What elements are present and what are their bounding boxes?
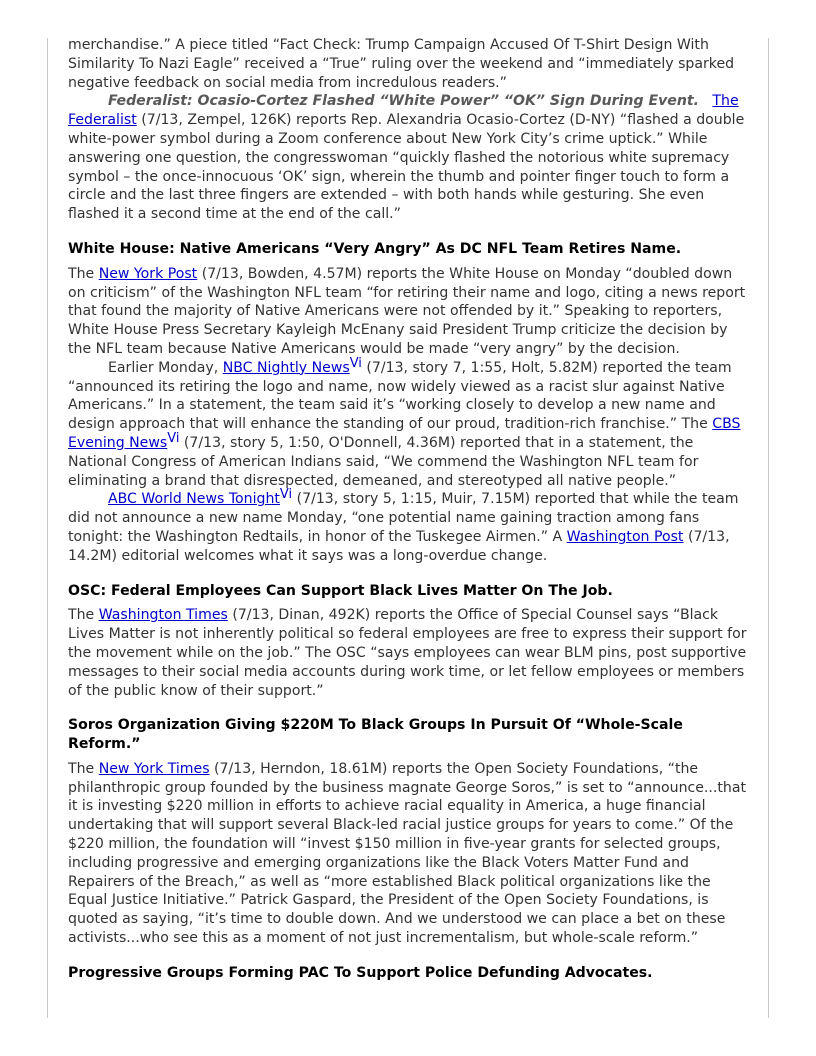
story-continuation: merchandise.” A piece titled “Fact Check: Trump Campaign Accused Of T-Shirt Design With Similarity To Nazi Eagle” received a “True” ruling over the weekend and “immediately sparked negative feedback on social media from incredulous readers.” <box>68 37 735 91</box>
headline: Progressive Groups Forming PAC To Support Police Defunding Advocates. <box>68 964 653 981</box>
story-paragraph: ABC World News Tonight$^{Vi}$ (7/13, story 5, 1:15, Muir, 7.15M) reported that while the team did not announce a new name Monday, “one potential name gaining traction among fans tonight: the Washington Redtails, in honor of the Tuskegee Airmen.” A Washington Post (7/13, 14.2M) editorial welcomes what it says was a long-overdue change. <box>68 487 739 564</box>
source-link-federalist[interactable]: The Federalist <box>68 93 739 129</box>
page-border-right <box>768 38 769 1018</box>
source-link-cbs-evening-news[interactable]: CBS Evening News <box>68 416 741 451</box>
source-link-new-york-times[interactable]: New York Times <box>98 760 210 777</box>
video-marker-icon[interactable]: Vi <box>279 487 293 503</box>
source-link-new-york-post[interactable]: New York Post <box>98 265 198 282</box>
story-paragraph: The Washington Times (7/13, Dinan, 492K) reports the Office of Special Counsel says “Black Lives Matter is not inherently political so federal employees are free to express their support for the movement while on the job.” The OSC “says employees can wear BLM pins, post supportive messages to their social media accounts during work time, or let fellow employees or members of the public know of their support.” <box>68 607 747 699</box>
source-link-washington-times[interactable]: Washington Times <box>98 607 228 624</box>
story-paragraph: Federalist: Ocasio-Cortez Flashed “White Power” “OK” Sign During Event. The Federalist (7/13, Zempel, 126K) reports Rep. Alexandria Ocasio-Cortez (D-NY) “flashed a double white-power symbol during a Zoom conference about New York City’s crime uptick.” While answering one question, the congresswoman “quickly flashed the notorious white supremacy symbol – the once-innocuous ‘OK’ sign, wherein the thumb and pointer finger touch to form a circle and the last three fingers are extended – with both hands while gesturing. She even flashed it a second time at the end of the call.” <box>68 93 745 223</box>
page-border-left <box>47 38 48 1018</box>
story-paragraph: The New York Times (7/13, Herndon, 18.61M) reports the Open Society Foundations, “the philanthropic group founded by the business magnate George Soros,” is set to “announce...that it is investing $220 million in efforts to achieve racial equality in America, a huge financial undertaking that will support several Black-led racial justice groups for years to come.” Of the $220 million, the foundation will “invest $150 million in five-year grants for selected groups, including progressive and emerging organizations like the Black Voters Matter Fund and Repairers of the Breach,” as well as “more established Black political organizations like the Equal Justice Initiative.” Patrick Gaspard, the President of the Open Society Foundations, is quoted as saying, “it’s time to double down. And we understood we can place a bet on these activists...who see this as a moment of not just incrementalism, but whole-scale reform.” <box>68 760 746 947</box>
source-link-nbc-nightly-news[interactable]: NBC Nightly News <box>222 359 350 376</box>
source-link-washington-post[interactable]: Washington Post <box>566 528 684 545</box>
headline: OSC: Federal Employees Can Support Black Lives Matter On The Job. <box>68 582 613 599</box>
headline: White House: Native Americans “Very Angry” As DC NFL Team Retires Name. <box>68 240 682 257</box>
video-marker-icon[interactable]: Vi <box>167 430 180 446</box>
document-page <box>68 36 748 989</box>
story-lead-in: Federalist: Ocasio-Cortez Flashed “White Power” “OK” Sign During Event. <box>108 93 699 110</box>
story-paragraph: The New York Post (7/13, Bowden, 4.57M) reports the White House on Monday “doubled down on criticism” of the Washington NFL team “for retiring their name and logo, citing a news report that found the majority of Native Americans were not offended by it.” Speaking to reporters, White House Press Secretary Kayleigh McEnany said President Trump criticize the decision by the NFL team because Native Americans would be made “very angry” by the decision. <box>68 265 746 357</box>
story-paragraph: Earlier Monday, NBC Nightly News$^{Vi}$ (7/13, story 7, 1:55, Holt, 5.82M) reported the team “announced its retiring the logo and name, now widely viewed as a racist slur against Native Americans.” In a statement, the team said it’s “working closely to develop a new name and design approach that will enhance the standing of our proud, tradition-rich franchise.” The CBS Evening News$^{Vi}$ (7/13, story 5, 1:50, O'Donnell, 4.36M) reported that in a statement, the National Congress of American Indians said, “We commend the Washington NFL team for eliminating a brand that disrespected, demeaned, and stereotyped all native people.” <box>68 355 741 489</box>
video-marker-icon[interactable]: Vi <box>349 355 362 371</box>
headline: Soros Organization Giving $220M To Black Groups In Pursuit Of “Whole-Scale Reform.” <box>68 717 683 753</box>
source-link-abc-world-news-tonight[interactable]: ABC World News Tonight <box>108 491 280 508</box>
